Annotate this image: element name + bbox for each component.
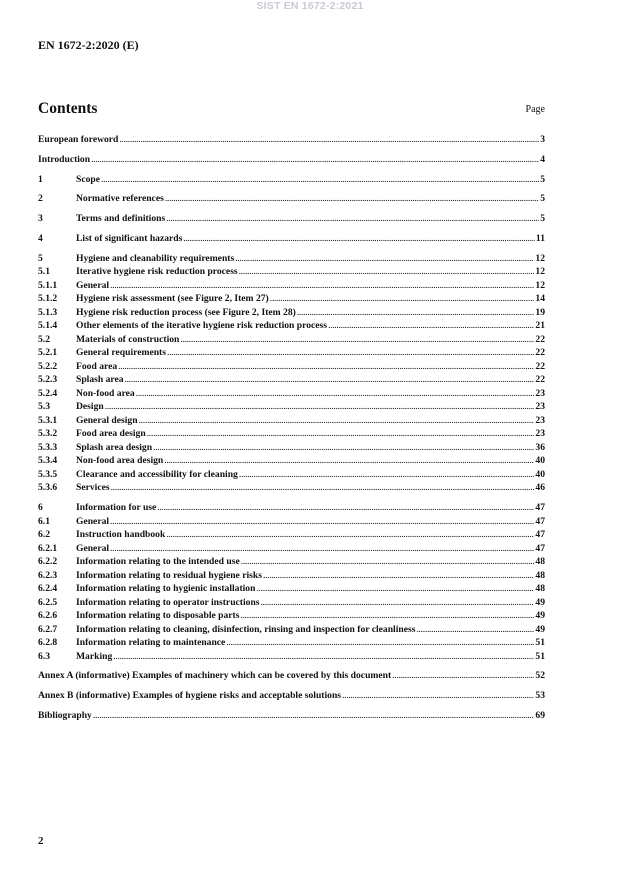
toc-title: Introduction	[38, 153, 91, 165]
document-header: EN 1672-2:2020 (E)	[38, 38, 139, 52]
table-of-contents	[38, 133, 545, 722]
toc-entry[interactable]	[38, 650, 545, 664]
dot-leader	[167, 346, 534, 360]
toc-page: 12	[535, 279, 545, 291]
toc-page: 51	[535, 637, 545, 649]
toc-entry[interactable]	[38, 414, 545, 428]
dot-leader	[157, 501, 534, 515]
toc-page: 5	[540, 213, 545, 225]
dot-leader	[166, 528, 534, 542]
toc-title: Food area	[76, 360, 118, 372]
dot-leader	[139, 414, 535, 428]
toc-title: General	[76, 279, 110, 291]
toc-title: Scope	[76, 173, 100, 185]
toc-title: Annex B (informative) Examples of hygiene risks and acceptable solutions	[38, 690, 342, 702]
toc-page: 5	[540, 193, 545, 205]
toc-entry[interactable]	[38, 319, 545, 333]
toc-number: 6.2.3	[38, 569, 58, 581]
toc-entry[interactable]	[38, 373, 545, 387]
toc-number: 6.2.6	[38, 610, 58, 622]
toc-entry[interactable]	[38, 636, 545, 650]
dot-leader	[91, 153, 539, 167]
toc-title: Normative references	[76, 193, 164, 205]
toc-title: Food area design	[76, 428, 146, 440]
toc-page: 5	[540, 173, 545, 185]
toc-entry[interactable]	[38, 212, 545, 226]
toc-page: 19	[535, 306, 545, 318]
dot-leader	[136, 387, 535, 401]
dot-leader	[263, 569, 534, 583]
toc-title: General	[76, 515, 110, 527]
toc-title: Marking	[76, 650, 113, 662]
toc-number: 5.1.4	[38, 320, 58, 332]
dot-leader	[110, 542, 534, 556]
toc-page: 22	[535, 333, 545, 345]
dot-leader	[261, 596, 535, 610]
dot-leader	[113, 650, 534, 664]
toc-title: Information for use	[76, 502, 157, 514]
toc-entry[interactable]	[38, 501, 545, 515]
dot-leader	[101, 173, 539, 187]
page-number: 2	[38, 835, 44, 847]
dot-leader	[239, 265, 535, 279]
dot-leader	[119, 133, 539, 147]
toc-page: 47	[535, 542, 545, 554]
toc-number: 5	[38, 252, 43, 264]
page-column-label: Page	[525, 104, 545, 115]
toc-title: Iterative hygiene risk reduction process	[76, 266, 238, 278]
toc-title: European foreword	[38, 134, 119, 145]
toc-title: Splash area design	[76, 441, 153, 453]
toc-title: General requirements	[76, 347, 166, 359]
toc-number: 5.3.2	[38, 428, 58, 440]
toc-number: 5.2	[38, 333, 50, 345]
dot-leader	[147, 427, 535, 441]
toc-title: List of significant hazards	[76, 232, 183, 244]
watermark-text: SIST EN 1672-2:2021	[256, 0, 364, 12]
toc-number: 5.3.1	[38, 414, 58, 426]
toc-title: Hygiene risk assessment (see Figure 2, Item 27)	[76, 293, 269, 305]
toc-page: 12	[535, 266, 545, 278]
dot-leader	[240, 609, 534, 623]
dot-leader	[226, 636, 534, 650]
dot-leader	[239, 468, 535, 482]
toc-number: 5.3.4	[38, 455, 58, 467]
toc-entry[interactable]	[38, 623, 545, 637]
toc-page: 14	[535, 293, 545, 305]
toc-page: 11	[535, 232, 545, 244]
toc-entry[interactable]	[38, 542, 545, 556]
toc-entry[interactable]	[38, 400, 545, 414]
toc-entry[interactable]	[38, 515, 545, 529]
toc-page: 12	[535, 252, 545, 264]
toc-title: Hygiene and cleanability requirements	[76, 252, 235, 264]
toc-page: 47	[535, 529, 545, 541]
toc-entry[interactable]	[38, 292, 545, 306]
toc-entry[interactable]	[38, 555, 545, 569]
toc-page: 52	[535, 670, 545, 682]
dot-leader	[125, 373, 535, 387]
dot-leader	[153, 441, 534, 455]
toc-page: 3	[540, 134, 545, 145]
toc-page: 40	[535, 455, 545, 467]
toc-title: Other elements of the iterative hygiene risk reduction process	[76, 320, 327, 332]
toc-entry[interactable]	[38, 153, 545, 167]
toc-page: 49	[535, 623, 545, 635]
toc-entry[interactable]	[38, 468, 545, 482]
dot-leader	[118, 360, 534, 374]
toc-number: 5.1	[38, 266, 50, 278]
toc-title: Information relating to hygienic installation	[76, 583, 256, 595]
dot-leader	[164, 454, 534, 468]
toc-number: 6.2.7	[38, 623, 58, 635]
toc-number: 6	[38, 502, 43, 514]
toc-number: 5.2.4	[38, 387, 58, 399]
toc-title: Non-food area design	[76, 455, 164, 467]
toc-entry[interactable]	[38, 265, 545, 279]
toc-entry[interactable]	[38, 454, 545, 468]
toc-entry[interactable]	[38, 360, 545, 374]
toc-number: 6.2	[38, 529, 50, 541]
toc-number: 6.2.4	[38, 583, 58, 595]
toc-number: 1	[38, 173, 43, 185]
toc-title: Design	[76, 401, 104, 413]
toc-entry[interactable]	[38, 569, 545, 583]
toc-entry[interactable]	[38, 192, 545, 206]
toc-number: 3	[38, 213, 43, 225]
toc-title: Information relating to the intended use	[76, 556, 240, 568]
toc-number: 6.2.8	[38, 637, 58, 649]
toc-entry[interactable]	[38, 709, 545, 723]
toc-page: 49	[535, 610, 545, 622]
toc-number: 5.3.5	[38, 468, 58, 480]
toc-page: 47	[535, 502, 545, 514]
toc-page: 47	[535, 515, 545, 527]
toc-number: 5.1.2	[38, 293, 58, 305]
toc-entry[interactable]	[38, 133, 545, 147]
dot-leader	[165, 192, 539, 206]
dot-leader	[166, 212, 539, 226]
toc-page: 36	[535, 441, 545, 453]
toc-page: 48	[535, 583, 545, 595]
dot-leader	[93, 709, 535, 723]
dot-leader	[270, 292, 535, 306]
toc-title: Annex A (informative) Examples of machinery which can be covered by this document	[38, 670, 392, 682]
toc-title: General design	[76, 414, 138, 426]
toc-entry[interactable]	[38, 689, 545, 703]
toc-page: 48	[535, 569, 545, 581]
toc-number: 6.2.5	[38, 596, 58, 608]
toc-title: Services	[76, 482, 110, 494]
toc-title: Information relating to cleaning, disinfection, rinsing and inspection for cleanliness	[76, 623, 416, 635]
toc-entry[interactable]	[38, 346, 545, 360]
toc-number: 5.2.2	[38, 360, 58, 372]
dot-leader	[392, 669, 534, 683]
dot-leader	[111, 481, 535, 495]
toc-entry[interactable]	[38, 232, 545, 246]
toc-page: 40	[535, 468, 545, 480]
toc-page: 22	[535, 360, 545, 372]
toc-title: Information relating to maintenance	[76, 637, 226, 649]
toc-entry[interactable]	[38, 596, 545, 610]
toc-title: Bibliography	[38, 709, 92, 721]
toc-entry[interactable]	[38, 528, 545, 542]
toc-title: Terms and definitions	[76, 213, 166, 225]
dot-leader	[241, 555, 535, 569]
toc-title: Materials of construction	[76, 333, 180, 345]
toc-entry[interactable]	[38, 306, 545, 320]
dot-leader	[183, 232, 535, 246]
toc-page: 23	[535, 387, 545, 399]
toc-entry[interactable]	[38, 609, 545, 623]
dot-leader	[235, 252, 534, 266]
toc-entry[interactable]	[38, 582, 545, 596]
toc-number: 5.1.3	[38, 306, 58, 318]
dot-leader	[297, 306, 535, 320]
toc-page: 22	[535, 347, 545, 359]
toc-title: Clearance and accessibility for cleaning	[76, 468, 238, 480]
toc-title: Splash area	[76, 374, 124, 386]
toc-title: Instruction handbook	[76, 529, 166, 541]
dot-leader	[342, 689, 534, 703]
toc-number: 5.1.1	[38, 279, 58, 291]
toc-title: Hygiene risk reduction process (see Figure 2, Item 28)	[76, 306, 296, 318]
page-title: Contents	[38, 100, 98, 117]
toc-entry[interactable]	[38, 252, 545, 266]
toc-page: 53	[535, 690, 545, 702]
toc-entry[interactable]	[38, 387, 545, 401]
dot-leader	[256, 582, 534, 596]
toc-page: 51	[535, 650, 545, 662]
toc-page: 46	[535, 482, 545, 494]
toc-entry[interactable]	[38, 427, 545, 441]
dot-leader	[180, 333, 534, 347]
toc-title: Non-food area	[76, 387, 135, 399]
toc-page: 69	[535, 709, 545, 721]
toc-number: 6.2.2	[38, 556, 58, 568]
toc-page: 22	[535, 374, 545, 386]
toc-number: 2	[38, 193, 43, 205]
toc-page: 49	[535, 596, 545, 608]
dot-leader	[110, 279, 534, 293]
toc-entry[interactable]	[38, 441, 545, 455]
toc-page: 48	[535, 556, 545, 568]
toc-entry[interactable]	[38, 173, 545, 187]
dot-leader	[416, 623, 534, 637]
toc-title: General	[76, 542, 110, 554]
toc-number: 5.3.6	[38, 482, 58, 494]
toc-entry[interactable]	[38, 481, 545, 495]
toc-entry[interactable]	[38, 669, 545, 683]
toc-title: Information relating to disposable parts	[76, 610, 240, 622]
toc-entry[interactable]	[38, 279, 545, 293]
toc-page: 23	[535, 414, 545, 426]
toc-number: 5.2.3	[38, 374, 58, 386]
toc-page: 23	[535, 428, 545, 440]
toc-page: 23	[535, 401, 545, 413]
dot-leader	[110, 515, 534, 529]
toc-number: 4	[38, 232, 43, 244]
toc-number: 6.2.1	[38, 542, 58, 554]
toc-number: 5.3	[38, 401, 50, 413]
toc-number: 5.2.1	[38, 347, 58, 359]
dot-leader	[328, 319, 534, 333]
toc-number: 6.1	[38, 515, 50, 527]
dot-leader	[105, 400, 535, 414]
toc-title: Information relating to operator instructions	[76, 596, 260, 608]
toc-page: 4	[540, 153, 545, 165]
toc-entry[interactable]	[38, 333, 545, 347]
toc-number: 5.3.3	[38, 441, 58, 453]
toc-page: 21	[535, 320, 545, 332]
toc-number: 6.3	[38, 650, 50, 662]
toc-title: Information relating to residual hygiene risks	[76, 569, 262, 581]
